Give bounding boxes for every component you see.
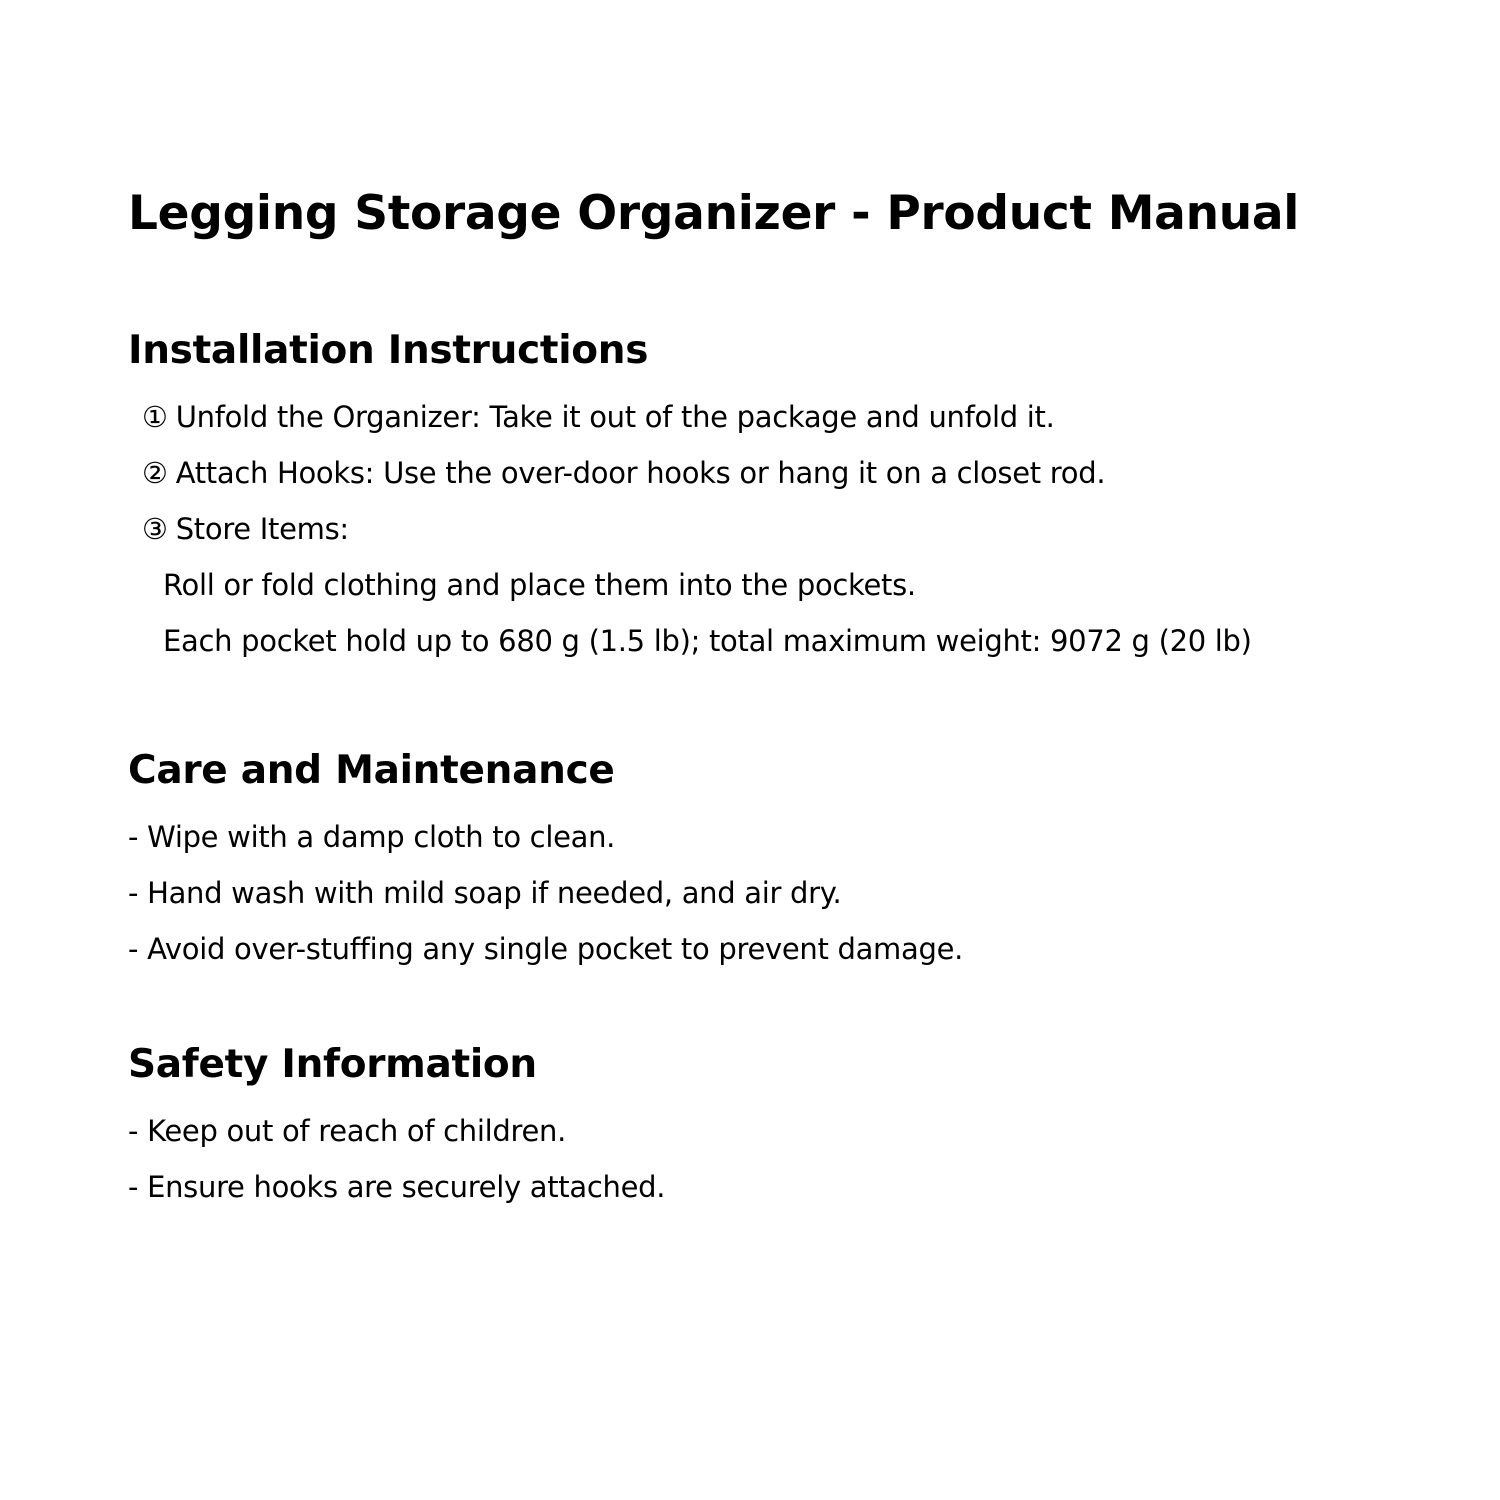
care-item-1: - Wipe with a damp cloth to clean. xyxy=(128,820,616,854)
step-number: ③ xyxy=(142,512,168,546)
installation-step-1 xyxy=(142,397,1055,437)
safety-item-2: - Ensure hooks are securely attached. xyxy=(128,1170,666,1204)
care-heading: Care and Maintenance xyxy=(128,748,615,793)
installation-heading: Installation Instructions xyxy=(128,328,649,373)
step-number: ② xyxy=(142,456,168,490)
installation-step-2 xyxy=(142,453,1105,493)
safety-item-1: - Keep out of reach of children. xyxy=(128,1114,567,1148)
page-title: Legging Storage Organizer - Product Manual xyxy=(128,186,1300,241)
step-number: ① xyxy=(142,400,168,434)
safety-heading: Safety Information xyxy=(128,1042,537,1087)
care-item-2: - Hand wash with mild soap if needed, and air dry. xyxy=(128,876,842,910)
store-detail-1: Roll or fold clothing and place them into the pockets. xyxy=(163,568,916,602)
step-text: Unfold the Organizer: Take it out of the package and unfold it. xyxy=(175,400,1055,434)
step-text: Attach Hooks: Use the over-door hooks or hang it on a closet rod. xyxy=(175,456,1106,490)
installation-step-3 xyxy=(142,509,349,549)
store-detail-2: Each pocket hold up to 680 g (1.5 lb); total maximum weight: 9072 g (20 lb) xyxy=(163,624,1252,658)
care-item-3: - Avoid over-stuffing any single pocket to prevent damage. xyxy=(128,932,964,966)
step-text: Store Items: xyxy=(175,512,349,546)
